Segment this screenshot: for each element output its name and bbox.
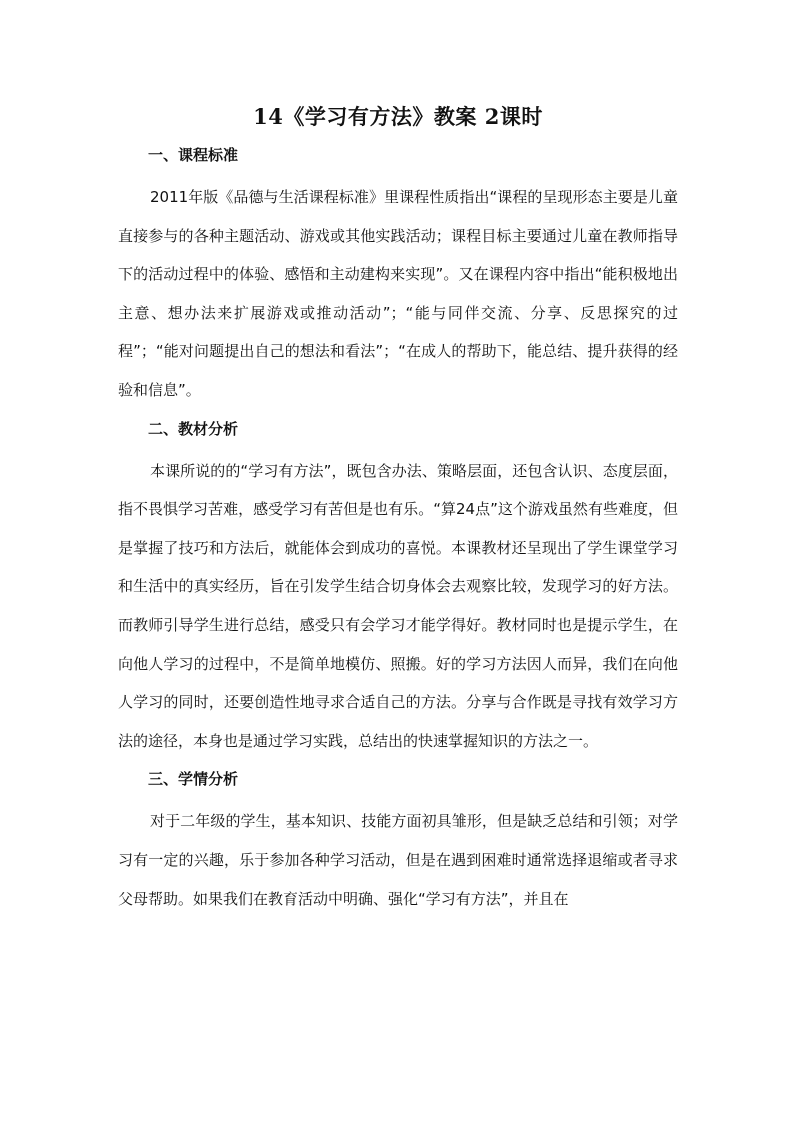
section-textbook-analysis: [118, 414, 678, 761]
section-learner-analysis: [118, 764, 678, 918]
section-paragraph: 本课所说的的“学习有方法”，既包含办法、策略层面，还包含认识、态度层面，指不畏惧学习苦难，感受学习有苦但是也有乐。“算24点”这个游戏虽然有些难度，但是掌握了技巧和方法后，就能体会到成功的喜悦。本课教材还呈现出了学生课堂学习和生活中的真实经历，旨在引发学生结合切身体会去观察比较，发现学习的好方法。而教师引导学生进行总结，感受只有会学习才能学得好。教材同时也是提示学生，在向他人学习的过程中，不是简单地模仿、照搬。好的学习方法因人而异，我们在向他人学习的同时，还要创造性地寻求合适自己的方法。分享与合作既是寻找有效学习方法的途径，本身也是通过学习实践，总结出的快速掌握知识的方法之一。: [118, 461, 678, 750]
section-heading: 三、学情分析: [148, 770, 239, 789]
section-heading: 一、课程标准: [148, 146, 239, 164]
section-paragraph: 2011年版《品德与生活课程标准》里课程性质指出“课程的呈现形态主要是儿童直接参与的各种主题活动、游戏或其他实践活动；课程目标主要通过儿童在教师指导下的活动过程中的体验、感悟和主动建构来实现”。又在课程内容中指出“能积极地出主意、想办法来扩展游戏或推动活动”；“能与同伴交流、分享、反思探究的过程”；“能对问题提出自己的想法和看法”；“在成人的帮助下，能总结、提升获得的经验和信息”。: [118, 188, 678, 399]
section-heading: 二、教材分析: [148, 419, 239, 438]
section-paragraph: 对于二年级的学生，基本知识、技能方面初具雏形，但是缺乏总结和引领；对学习有一定的兴趣，乐于参加各种学习活动，但是在遇到困难时通常选择退缩或者寻求父母帮助。如果我们在教育活动中明确、强化“学习有方法”，并且在: [118, 812, 678, 908]
section-curriculum-standard: [118, 140, 678, 410]
document-title: 14《学习有方法》教案 2课时: [253, 104, 543, 129]
document-content: [118, 100, 678, 922]
